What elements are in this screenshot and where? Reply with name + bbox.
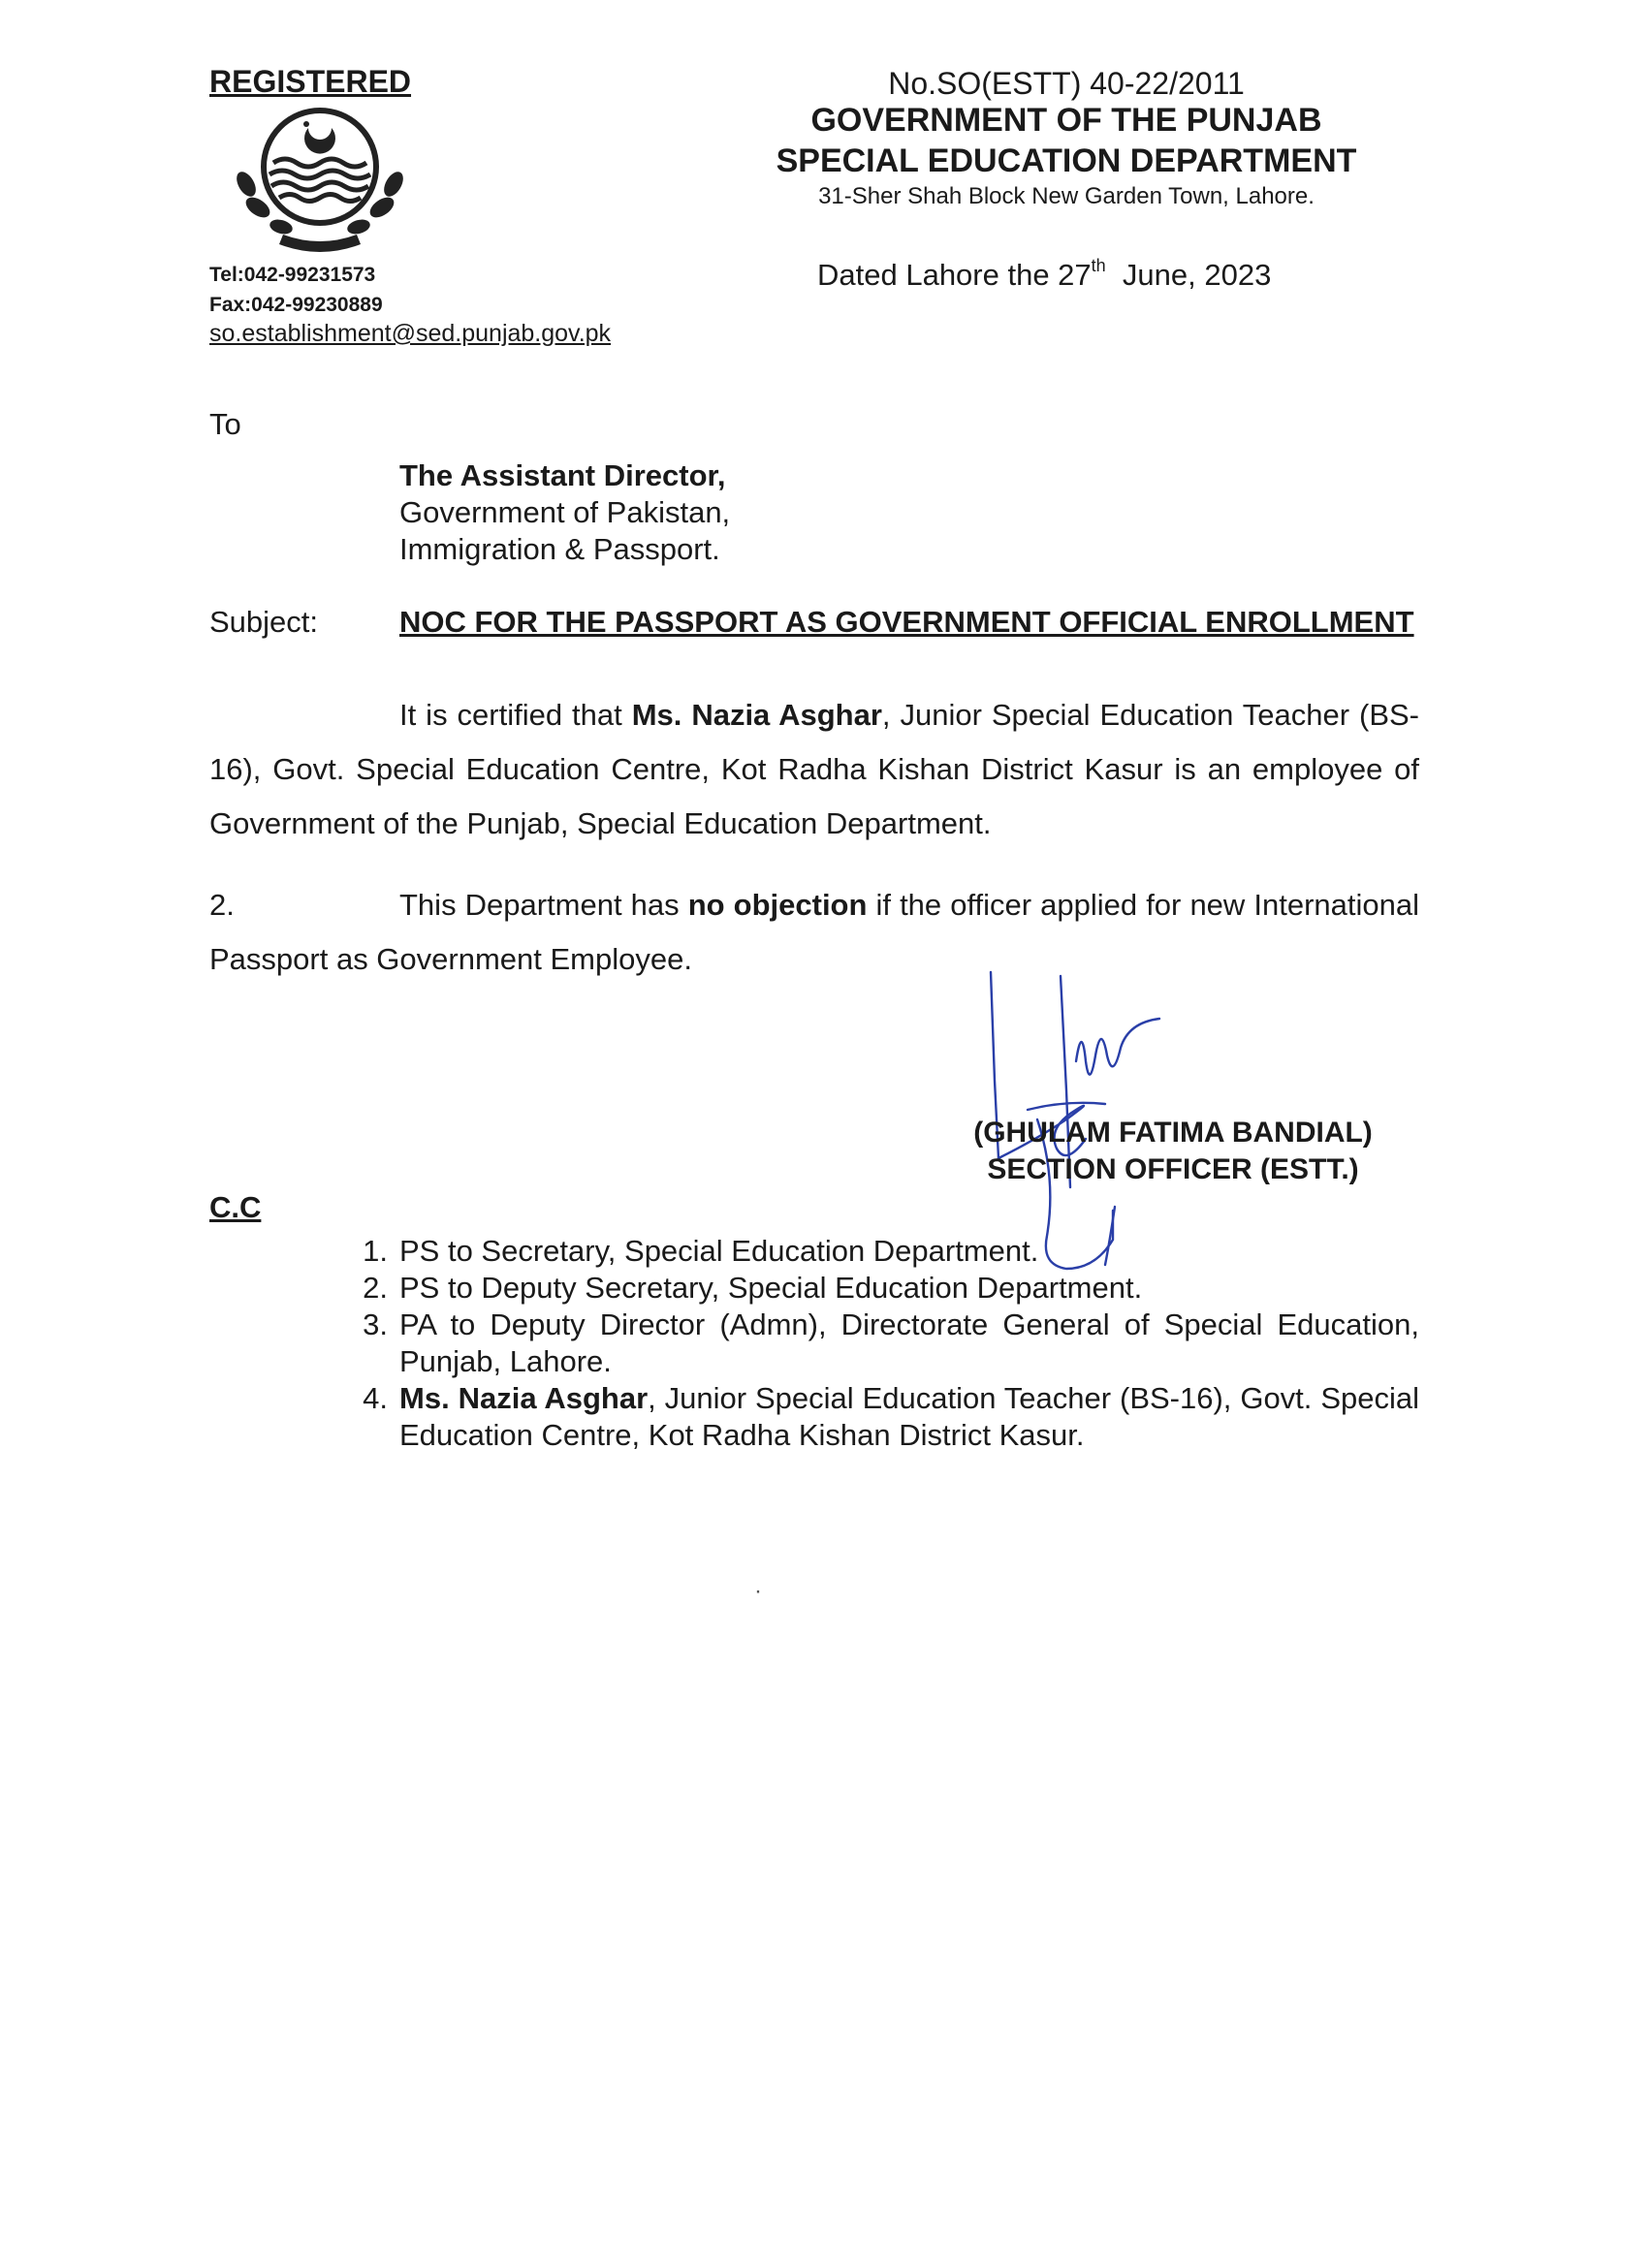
body-paragraph-2 <box>209 878 1419 987</box>
cc-item-text: PA to Deputy Director (Admn), Directorate General of Special Education, Punjab, Lahore. <box>399 1307 1419 1378</box>
subject-label: Subject: <box>209 605 319 639</box>
cc-item-number: 4. <box>363 1381 388 1415</box>
cc-item-number: 1. <box>363 1234 388 1268</box>
date-ordinal: th <box>1091 256 1106 275</box>
fax-number: Fax:042-99230889 <box>209 294 383 316</box>
cc-item-text: PS to Secretary, Special Education Department. <box>399 1234 1039 1268</box>
cc-item-2 <box>339 1270 1419 1307</box>
email-link[interactable]: so.establishment@sed.punjab.gov.pk <box>209 320 612 347</box>
cc-item-text: PS to Deputy Secretary, Special Education Department. <box>399 1271 1143 1305</box>
body-paragraph-1 <box>209 688 1419 851</box>
department-heading: SPECIAL EDUCATION DEPARTMENT <box>776 142 1357 179</box>
cc-item-number: 3. <box>363 1307 388 1341</box>
scan-speck: · <box>754 1578 762 1604</box>
government-heading: GOVERNMENT OF THE PUNJAB <box>810 102 1322 139</box>
date-suffix: June, 2023 <box>1122 258 1272 292</box>
cc-item-3 <box>339 1307 1419 1380</box>
p2-intro: This Department has <box>399 888 688 922</box>
recipient-line-1: Government of Pakistan, <box>399 495 731 529</box>
recipient-line-2: Immigration & Passport. <box>399 532 720 566</box>
registered-label: REGISTERED <box>209 64 412 99</box>
cc-item-number: 2. <box>363 1271 388 1305</box>
cc-item-4 <box>339 1380 1419 1454</box>
cc-item-1 <box>339 1233 1419 1270</box>
employee-name: Ms. Nazia Asghar <box>631 698 882 732</box>
department-address: 31-Sher Shah Block New Garden Town, Lahore. <box>818 183 1315 209</box>
letter-number: No.SO(ESTT) 40-22/2011 <box>888 66 1245 101</box>
date-prefix: Dated Lahore the 27 <box>817 258 1092 292</box>
p2-rest: if the officer applied for new International Passport as Government Employee. <box>209 888 1419 976</box>
cc-list <box>339 1233 1419 1454</box>
tel-number: Tel:042-99231573 <box>209 264 376 286</box>
recipient-title: The Assistant Director, <box>399 458 726 492</box>
to-label: To <box>209 407 241 441</box>
signatory-name: (GHULAM FATIMA BANDIAL) <box>973 1117 1373 1149</box>
signatory-designation: SECTION OFFICER (ESTT.) <box>987 1153 1359 1185</box>
paragraph-number: 2. <box>209 888 235 922</box>
cc-employee-name: Ms. Nazia Asghar <box>399 1381 649 1415</box>
cc-label: C.C <box>209 1190 262 1224</box>
punjab-emblem-icon <box>225 107 415 252</box>
cc-item-text: , Junior Special Education Teacher (BS-16), Govt. Special Education Centre, Kot Radha Kishan District Kasur. <box>399 1381 1419 1452</box>
subject-text: NOC FOR THE PASSPORT AS GOVERNMENT OFFICIAL ENROLLMENT <box>399 605 1414 639</box>
letter-date <box>817 256 1271 293</box>
p1-intro: It is certified that <box>399 698 632 732</box>
no-objection-text: no objection <box>687 888 868 922</box>
p1-rest: , Junior Special Education Teacher (BS-16), Govt. Special Education Centre, Kot Radha Kishan District Kasur is an employee of Government of the Punjab, Special Education Department. <box>209 698 1419 840</box>
